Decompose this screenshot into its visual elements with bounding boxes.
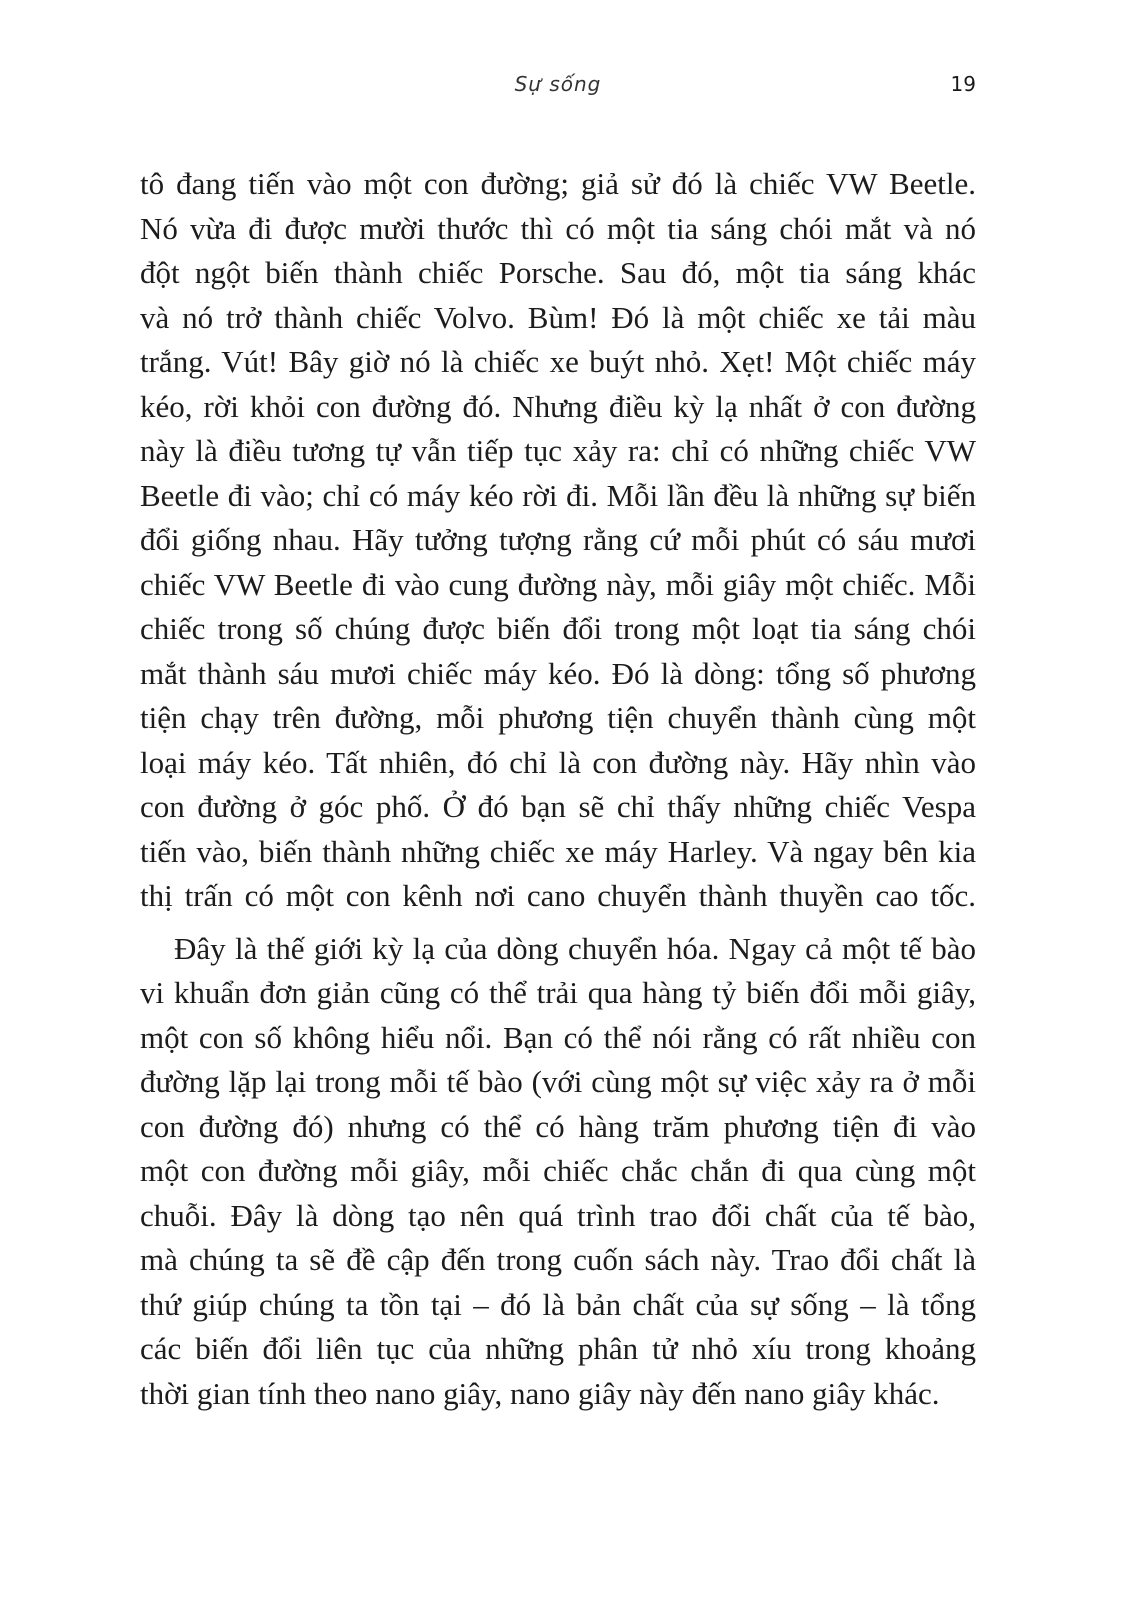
- text-line: loại máy kéo. Tất nhiên, đó chỉ là con đường này. Hãy nhìn vào: [140, 744, 976, 780]
- text-line: kéo, rời khỏi con đường đó. Nhưng điều kỳ lạ nhất ở con đường: [140, 388, 976, 424]
- text-line: thứ giúp chúng ta tồn tại – đó là bản chất của sự sống – là tổng: [140, 1286, 976, 1322]
- paragraph-2: [140, 927, 976, 1417]
- text-line: trắng. Vút! Bây giờ nó là chiếc xe buýt nhỏ. Xẹt! Một chiếc máy: [140, 344, 976, 379]
- text-line: đường lặp lại trong mỗi tế bào (với cùng một sự việc xảy ra ở mỗi: [140, 1064, 976, 1099]
- text-line: Nó vừa đi được mười thước thì có một tia sáng chói mắt và nó: [140, 210, 976, 246]
- text-line: thị trấn có một con kênh nơi cano chuyển thành thuyền cao tốc.: [140, 878, 976, 913]
- text-line: thời gian tính theo nano giây, nano giây này đến nano giây khác.: [140, 1375, 940, 1411]
- text-line: các biến đổi liên tục của những phân tử nhỏ xíu trong khoảng: [140, 1331, 976, 1366]
- paragraph-spacer: [140, 919, 976, 927]
- body-text: [140, 162, 976, 1416]
- text-line: tô đang tiến vào một con đường; giả sử đó là chiếc VW Beetle.: [140, 166, 976, 201]
- text-line: đổi giống nhau. Hãy tưởng tượng rằng cứ mỗi phút có sáu mươi: [140, 522, 976, 557]
- text-line: vi khuẩn đơn giản cũng có thể trải qua hàng tỷ biến đổi mỗi giây,: [140, 975, 976, 1010]
- text-line: một con số không hiểu nổi. Bạn có thể nói rằng có rất nhiều con: [140, 1019, 976, 1055]
- text-line: Beetle đi vào; chỉ có máy kéo rời đi. Mỗi lần đều là những sự biến: [140, 477, 976, 513]
- text-line-indented: Đây là thế giới kỳ lạ của dòng chuyển hóa. Ngay cả một tế bào: [174, 930, 976, 966]
- text-line: chiếc VW Beetle đi vào cung đường này, mỗi giây một chiếc. Mỗi: [140, 566, 976, 602]
- running-header: [140, 72, 976, 102]
- text-line: một con đường mỗi giây, mỗi chiếc chắc chắn đi qua cùng một: [140, 1153, 976, 1188]
- text-line: mắt thành sáu mươi chiếc máy kéo. Đó là dòng: tổng số phương: [140, 655, 976, 691]
- text-line: chuỗi. Đây là dòng tạo nên quá trình trao đổi chất của tế bào,: [140, 1197, 976, 1233]
- text-line: con đường ở góc phố. Ở đó bạn sẽ chỉ thấy những chiếc Vespa: [140, 789, 976, 824]
- text-line: tiện chạy trên đường, mỗi phương tiện chuyển thành cùng một: [140, 700, 976, 735]
- text-line: và nó trở thành chiếc Volvo. Bùm! Đó là một chiếc xe tải màu: [140, 299, 976, 335]
- paragraph-1: [140, 162, 976, 919]
- page-number: 19: [950, 72, 976, 96]
- text-line: đột ngột biến thành chiếc Porsche. Sau đó, một tia sáng khác: [140, 255, 976, 290]
- text-line: con đường đó) nhưng có thể có hàng trăm phương tiện đi vào: [140, 1108, 976, 1144]
- text-line: chiếc trong số chúng được biến đổi trong một loạt tia sáng chói: [140, 611, 976, 646]
- running-title: Sự sống: [514, 72, 602, 96]
- text-line: mà chúng ta sẽ đề cập đến trong cuốn sách này. Trao đổi chất là: [140, 1242, 976, 1277]
- text-line: tiến vào, biến thành những chiếc xe máy Harley. Và ngay bên kia: [140, 833, 976, 869]
- text-line: này là điều tương tự vẫn tiếp tục xảy ra: chỉ có những chiếc VW: [140, 433, 976, 468]
